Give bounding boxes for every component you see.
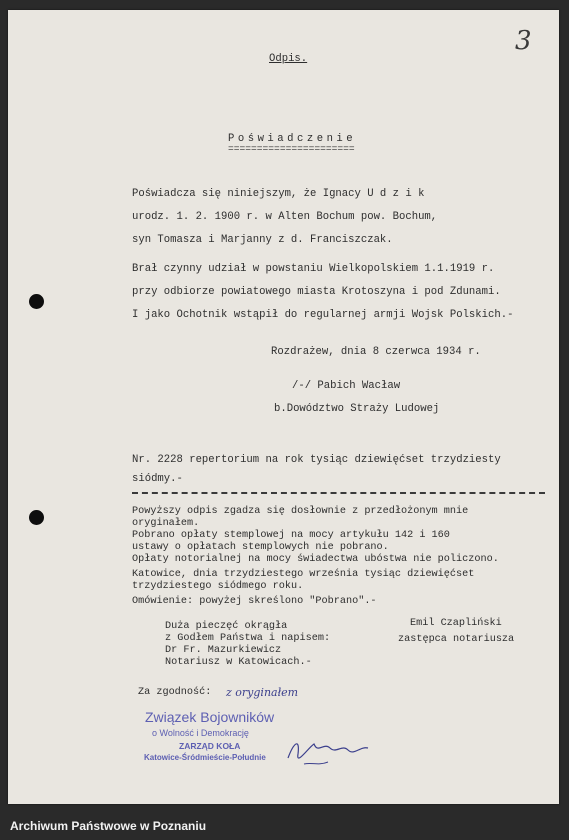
archive-footer	[0, 810, 569, 840]
para2-line-2: przy odbiorze powiatowego miasta Krotoszyna i pod Zdunami.	[132, 286, 501, 298]
signer-name: /-/ Pabich Wacław	[292, 380, 401, 392]
place-date: Rozdrażew, dnia 8 czerwca 1934 r.	[271, 346, 481, 358]
seal-line-4: Notariusz w Katowicach.-	[165, 657, 312, 668]
stamp-line-1: Związek Bojowników	[145, 709, 275, 725]
notary-line-6: Katowice, dnia trzydziestego września tysiąc dziewięćset	[132, 569, 475, 580]
notary-line-5: Opłaty notorialnej na mocy świadectwa ubóstwa nie policzono.	[132, 554, 499, 565]
punch-hole-upper	[29, 294, 44, 309]
notary-line-3: Pobrano opłaty stemplowej na mocy artykułu 142 i 160	[132, 530, 450, 541]
notary-line-2: oryginałem.	[132, 518, 200, 529]
deputy-title: zastępca notariusza	[398, 634, 515, 645]
para1-line-1: Poświadcza się niniejszym, że Ignacy U d z i k	[132, 188, 425, 200]
page-number: 3	[515, 26, 532, 56]
document-page	[8, 10, 559, 804]
seal-line-3: Dr Fr. Mazurkiewicz	[165, 645, 282, 656]
notary-line-1: Powyższy odpis zgadza się dosłownie z przedłożonym mnie	[132, 506, 469, 517]
attestation-label: Za zgodność:	[138, 687, 212, 698]
para2-line-1: Brał czynny udział w powstaniu Wielkopolskiem 1.1.1919 r.	[132, 263, 495, 275]
notary-line-8: Omówienie: powyżej skreślono "Pobrano".-	[132, 596, 377, 607]
signer-title: b.Dowództwo Straży Ludowej	[274, 403, 440, 415]
heading-underline: ======================	[228, 143, 355, 154]
para1-line-2: urodz. 1. 2. 1900 r. w Alten Bochum pow. Bochum,	[132, 211, 438, 223]
punch-hole-lower	[29, 510, 44, 525]
certificate-heading: Poświadczenie	[228, 133, 357, 145]
deputy-name: Emil Czapliński	[410, 618, 502, 629]
handwritten-note: z oryginałem	[226, 686, 299, 699]
section-divider	[132, 492, 545, 494]
stamp-line-2: o Wolność i Demokrację	[152, 728, 249, 738]
seal-line-2: z Godłem Państwa i napisem:	[165, 633, 331, 644]
handwritten-signature	[284, 732, 374, 772]
para2-line-3: I jako Ochotnik wstąpił do regularnej armji Wojsk Polskich.-	[132, 309, 514, 321]
stamp-line-3: ZARZĄD KOŁA	[179, 741, 241, 751]
seal-line-1: Duża pieczęć okrągła	[165, 621, 288, 632]
notary-line-7: trzydziestego siódmego roku.	[132, 581, 304, 592]
repertory-line-1: Nr. 2228 repertorium na rok tysiąc dziewięćset trzydziesty	[132, 454, 501, 466]
repertory-line-2: siódmy.-	[132, 473, 183, 485]
para1-line-3: syn Tomasza i Marjanny z d. Franciszczak.	[132, 234, 393, 246]
stamp-line-4: Katowice-Śródmieście-Południe	[144, 753, 266, 762]
document-title: Odpis.	[269, 53, 308, 65]
notary-line-4: ustawy o opłatach stemplowych nie pobrano.	[132, 542, 389, 553]
archive-label: Archiwum Państwowe w Poznaniu	[10, 819, 207, 833]
